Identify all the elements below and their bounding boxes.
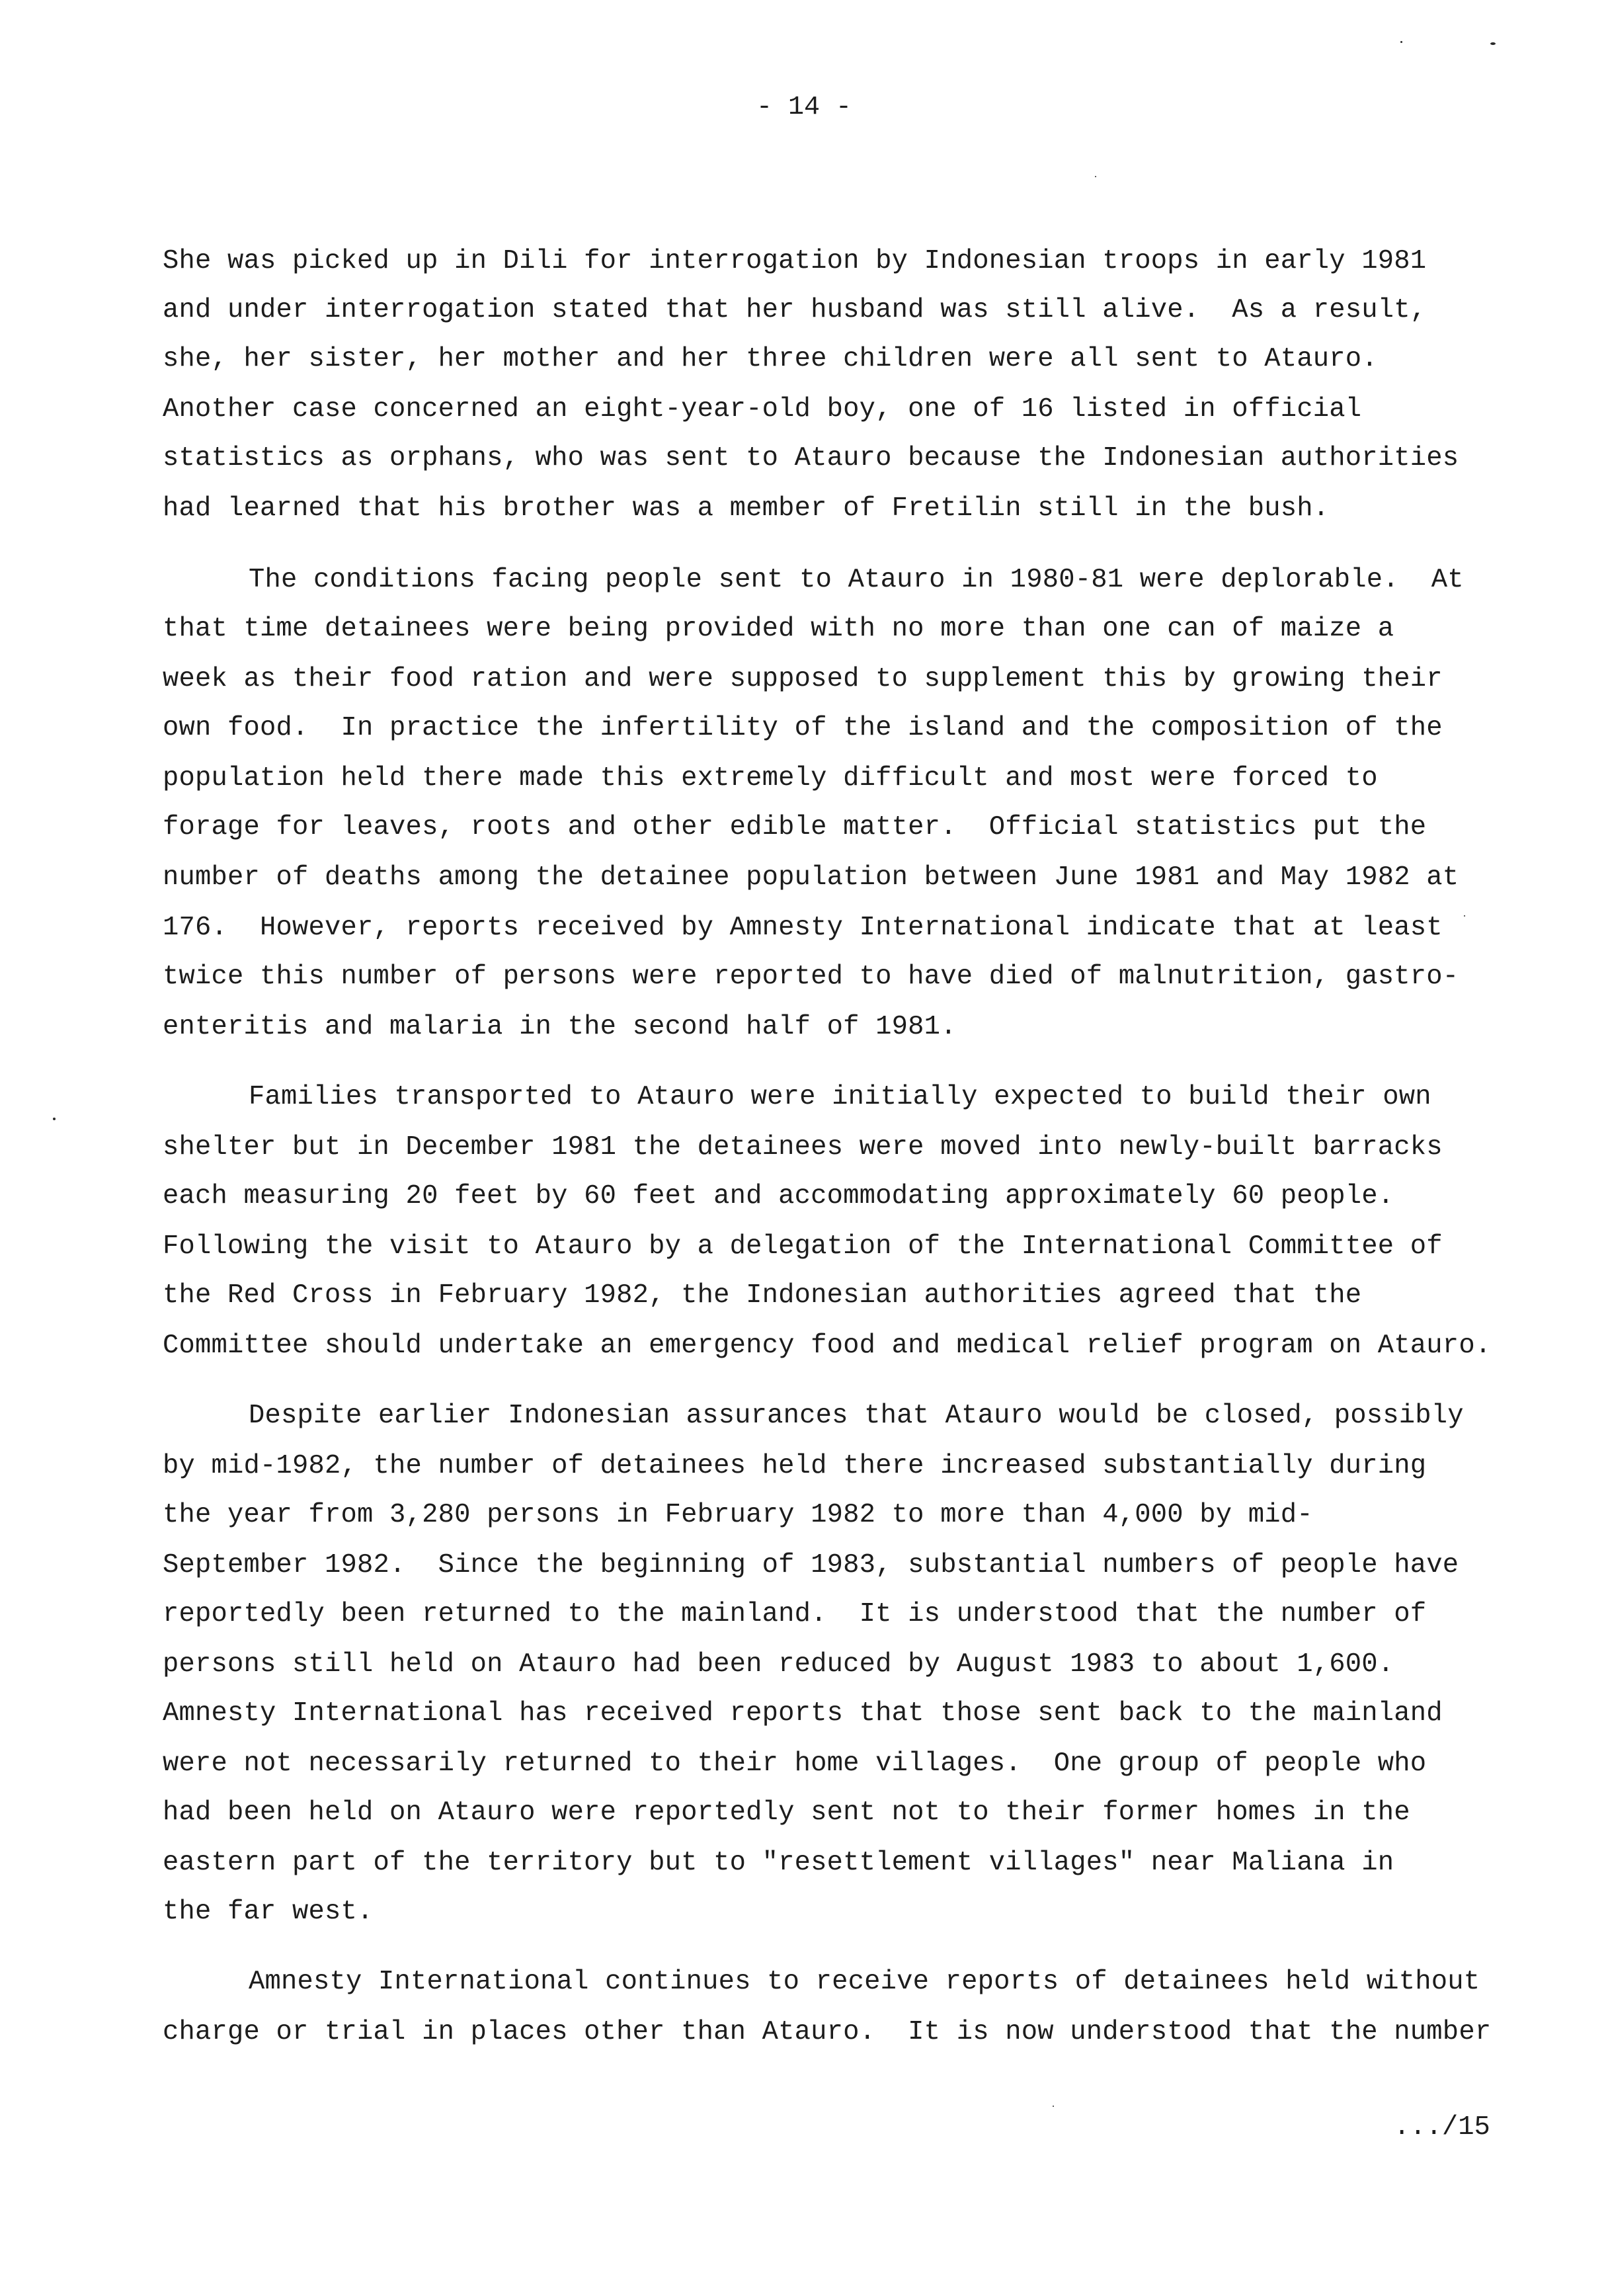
paragraph-line: eastern part of the territory but to "resettlement villages" near Maliana in: [163, 1848, 1394, 1878]
paragraph-line: She was picked up in Dili for interrogation by Indonesian troops in early 1981: [163, 246, 1427, 276]
paragraph-line: charge or trial in places other than Atauro. It is now understood that the number: [163, 2017, 1492, 2047]
paragraph-line: Families transported to Atauro were initially expected to build their own: [249, 1082, 1431, 1112]
paragraph-line: the Red Cross in February 1982, the Indonesian authorities agreed that the: [163, 1280, 1362, 1311]
paragraph-line: own food. In practice the infertility of the island and the composition of the: [163, 713, 1443, 743]
paragraph-line: she, her sister, her mother and her three children were all sent to Atauro.: [163, 344, 1378, 374]
paragraph-line: and under interrogation stated that her husband was still alive. As a result,: [163, 295, 1427, 325]
paragraph-line: 176. However, reports received by Amnesty International indicate that at least: [163, 913, 1443, 943]
paragraph-line: Another case concerned an eight-year-old boy, one of 16 listed in official: [163, 394, 1362, 425]
paragraph-line: Following the visit to Atauro by a delegation of the International Committee of: [163, 1231, 1443, 1262]
paragraph-line: September 1982. Since the beginning of 1983, substantial numbers of people have: [163, 1550, 1459, 1580]
paragraph-line: each measuring 20 feet by 60 feet and accommodating approximately 60 people.: [163, 1181, 1394, 1211]
scan-speck: [1053, 2106, 1054, 2107]
paragraph-line: by mid-1982, the number of detainees held there increased substantially during: [163, 1451, 1427, 1481]
continuation-marker: .../15: [1394, 2112, 1490, 2143]
scan-speck: [1464, 915, 1465, 917]
paragraph-line: had been held on Atauro were reportedly sent not to their former homes in the: [163, 1797, 1410, 1828]
page-number: - 14 -: [756, 93, 852, 122]
paragraph-line: shelter but in December 1981 the detainees were moved into newly-built barracks: [163, 1132, 1443, 1163]
paragraph-line: Amnesty International continues to receive reports of detainees held without: [249, 1967, 1480, 1997]
paragraph-line: week as their food ration and were supposed to supplement this by growing their: [163, 664, 1443, 694]
paragraph-line: that time detainees were being provided with no more than one can of maize a: [163, 614, 1394, 644]
paragraph-line: Despite earlier Indonesian assurances that Atauro would be closed, possibly: [249, 1401, 1464, 1431]
paragraph-line: the year from 3,280 persons in February 1982 to more than 4,000 by mid-: [163, 1500, 1313, 1530]
scan-speck: [1095, 176, 1096, 177]
paragraph-line: were not necessarily returned to their home villages. One group of people who: [163, 1748, 1427, 1779]
paragraph-line: enteritis and malaria in the second half of 1981.: [163, 1012, 957, 1042]
paragraph-line: forage for leaves, roots and other edible matter. Official statistics put the: [163, 812, 1427, 842]
paragraph-line: Committee should undertake an emergency food and medical relief program on Atauro.: [163, 1331, 1492, 1361]
paragraph-line: had learned that his brother was a member of Fretilin still in the bush.: [163, 493, 1330, 524]
paragraph-line: Amnesty International has received reports that those sent back to the mainland: [163, 1698, 1443, 1729]
scan-speck: [1400, 41, 1402, 43]
scan-speck: [1490, 42, 1496, 45]
paragraph-line: The conditions facing people sent to Atauro in 1980-81 were deplorable. At: [249, 565, 1464, 595]
paragraph-line: number of deaths among the detainee population between June 1981 and May 1982 at: [163, 862, 1459, 893]
paragraph-line: twice this number of persons were reported to have died of malnutrition, gastro-: [163, 962, 1459, 992]
paragraph-line: the far west.: [163, 1897, 374, 1927]
paragraph-line: reportedly been returned to the mainland. It is understood that the number of: [163, 1599, 1427, 1629]
paragraph-line: statistics as orphans, who was sent to Atauro because the Indonesian authorities: [163, 443, 1459, 473]
scan-speck: [53, 1118, 56, 1120]
paragraph-line: persons still held on Atauro had been reduced by August 1983 to about 1,600.: [163, 1649, 1394, 1680]
paragraph-line: population held there made this extremely difficult and most were forced to: [163, 763, 1378, 794]
